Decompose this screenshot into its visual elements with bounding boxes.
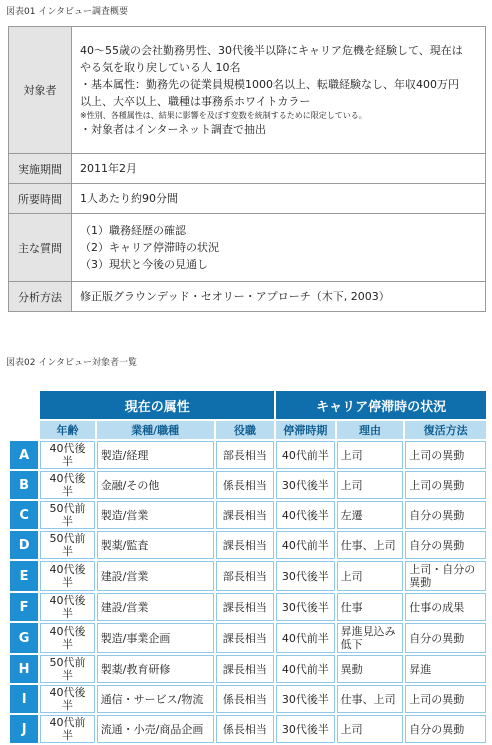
respondent-id: F — [10, 593, 38, 621]
question-label: 主な質問 — [9, 214, 72, 282]
age-cell: 40代前半 — [40, 715, 94, 743]
position-cell: 課長相当 — [216, 623, 275, 653]
respondent-id: I — [10, 685, 38, 713]
time-value: 1人あたり約90分間 — [72, 184, 486, 214]
table-row — [10, 471, 486, 499]
position-cell: 課長相当 — [216, 531, 275, 559]
respondent-id: B — [10, 471, 38, 499]
reason-cell: 仕事、上司 — [337, 531, 404, 559]
target-note: ※性別、各種属性は、結果に影響を及ぼす変数を統制するために限定している。 — [80, 111, 367, 120]
reason-cell: 上司 — [337, 441, 404, 469]
overview-row-method — [9, 282, 486, 312]
question-item: （1）職務経歴の確認 — [80, 224, 186, 237]
method-value: 修正版グラウンデッド・セオリー・アプローチ（木下, 2003） — [72, 282, 486, 312]
industry-cell: 製造/営業 — [97, 501, 214, 529]
stagnation-cell: 30代後半 — [276, 685, 334, 713]
overview-row-target — [9, 27, 486, 154]
reason-cell: 上司 — [337, 561, 404, 591]
table-row — [10, 501, 486, 529]
industry-cell: 製造/経理 — [97, 441, 214, 469]
interview-overview-table — [8, 26, 486, 312]
stagnation-cell: 30代後半 — [276, 715, 334, 743]
reason-cell: 異動 — [337, 655, 404, 683]
recovery-cell: 上司の異動 — [405, 441, 486, 469]
overview-row-time — [9, 184, 486, 214]
respondents-table — [8, 389, 488, 745]
industry-cell: 製薬/監査 — [97, 531, 214, 559]
recovery-cell: 上司・自分の異動 — [405, 561, 486, 591]
age-cell: 40代後半 — [40, 471, 94, 499]
recovery-cell: 昇進 — [405, 655, 486, 683]
age-cell: 50代前半 — [40, 501, 94, 529]
overview-row-questions — [9, 214, 486, 282]
respondent-id: A — [10, 441, 38, 469]
position-cell: 課長相当 — [216, 655, 275, 683]
table-row — [10, 561, 486, 591]
overview-row-period — [9, 154, 486, 184]
age-cell: 40代後半 — [40, 623, 94, 653]
target-label: 対象者 — [9, 27, 72, 154]
table-row — [10, 715, 486, 743]
stagnation-cell: 40代前半 — [276, 441, 334, 469]
industry-cell: 金融/その他 — [97, 471, 214, 499]
table-row — [10, 655, 486, 683]
time-label: 所要時間 — [9, 184, 72, 214]
position-cell: 係長相当 — [216, 471, 275, 499]
table-row — [10, 593, 486, 621]
age-cell: 50代前半 — [40, 655, 94, 683]
col-position: 役職 — [216, 421, 275, 439]
target-value — [72, 27, 486, 154]
position-cell: 係長相当 — [216, 685, 275, 713]
stagnation-cell: 30代後半 — [276, 471, 334, 499]
col-reason: 理由 — [337, 421, 404, 439]
reason-cell: 仕事 — [337, 593, 404, 621]
respondent-id: H — [10, 655, 38, 683]
recovery-cell: 仕事の成果 — [405, 593, 486, 621]
age-cell: 40代後半 — [40, 685, 94, 713]
period-label: 実施期間 — [9, 154, 72, 184]
respondent-id: E — [10, 561, 38, 591]
position-cell: 部長相当 — [216, 441, 275, 469]
age-cell: 40代後半 — [40, 561, 94, 591]
recovery-cell: 上司の異動 — [405, 471, 486, 499]
position-cell: 課長相当 — [216, 501, 275, 529]
group-career-stagnation: キャリア停滞時の状況 — [276, 391, 486, 419]
stagnation-cell: 40代前半 — [276, 531, 334, 559]
recovery-cell: 上司の異動 — [405, 685, 486, 713]
question-item: （2）キャリア停滞時の状況 — [80, 241, 219, 254]
reason-cell: 上司 — [337, 471, 404, 499]
age-cell: 50代前半 — [40, 531, 94, 559]
reason-cell: 上司 — [337, 715, 404, 743]
position-cell: 部長相当 — [216, 561, 275, 591]
question-value — [72, 214, 486, 282]
recovery-cell: 自分の異動 — [405, 623, 486, 653]
recovery-cell: 自分の異動 — [405, 715, 486, 743]
stagnation-cell: 40代前半 — [276, 655, 334, 683]
group-current-attributes: 現在の属性 — [40, 391, 274, 419]
target-line: 40～55歳の会社勤務男性、30代後半以降にキャリア危機を経験して、現在は — [80, 44, 463, 57]
target-line: ・対象者はインターネット調査で抽出 — [80, 123, 267, 136]
recovery-cell: 自分の異動 — [405, 501, 486, 529]
figure2-caption: 図表02 インタビュー対象者一覧 — [6, 358, 137, 368]
table-row — [10, 531, 486, 559]
industry-cell: 製薬/教育研修 — [97, 655, 214, 683]
figure1-caption: 図表01 インタビュー調査概要 — [6, 7, 128, 17]
position-cell: 係長相当 — [216, 715, 275, 743]
table-row — [10, 623, 486, 653]
stagnation-cell: 40代後半 — [276, 501, 334, 529]
header-blank — [10, 391, 38, 419]
respondent-id: C — [10, 501, 38, 529]
stagnation-cell: 30代後半 — [276, 561, 334, 591]
respondent-id: D — [10, 531, 38, 559]
reason-cell: 仕事、上司 — [337, 685, 404, 713]
target-line: ・基本属性：勤務先の従業員規模1000名以上、転職経験なし、年収400万円 — [80, 78, 459, 91]
period-value: 2011年2月 — [72, 154, 486, 184]
target-line: やる気を取り戻している人 10名 — [80, 61, 241, 74]
col-recovery: 復活方法 — [405, 421, 486, 439]
position-cell: 課長相当 — [216, 593, 275, 621]
age-cell: 40代後半 — [40, 441, 94, 469]
industry-cell: 製造/事業企画 — [97, 623, 214, 653]
industry-cell: 通信・サービス/物流 — [97, 685, 214, 713]
table-row — [10, 441, 486, 469]
question-item: （3）現状と今後の見通し — [80, 258, 208, 271]
target-line: 以上、大卒以上、職種は事務系ホワイトカラー — [80, 95, 311, 108]
stagnation-cell: 40代前半 — [276, 623, 334, 653]
respondent-id: J — [10, 715, 38, 743]
age-cell: 40代後半 — [40, 593, 94, 621]
recovery-cell: 自分の異動 — [405, 531, 486, 559]
method-label: 分析方法 — [9, 282, 72, 312]
col-stagnation: 停滞時期 — [276, 421, 334, 439]
industry-cell: 建設/営業 — [97, 593, 214, 621]
industry-cell: 流通・小売/商品企画 — [97, 715, 214, 743]
subheader-blank — [10, 421, 38, 439]
reason-cell: 昇進見込み低下 — [337, 623, 404, 653]
stagnation-cell: 30代後半 — [276, 593, 334, 621]
table-row — [10, 685, 486, 713]
respondent-id: G — [10, 623, 38, 653]
col-industry: 業種/職種 — [97, 421, 214, 439]
col-age: 年齢 — [40, 421, 94, 439]
reason-cell: 左遷 — [337, 501, 404, 529]
industry-cell: 建設/営業 — [97, 561, 214, 591]
